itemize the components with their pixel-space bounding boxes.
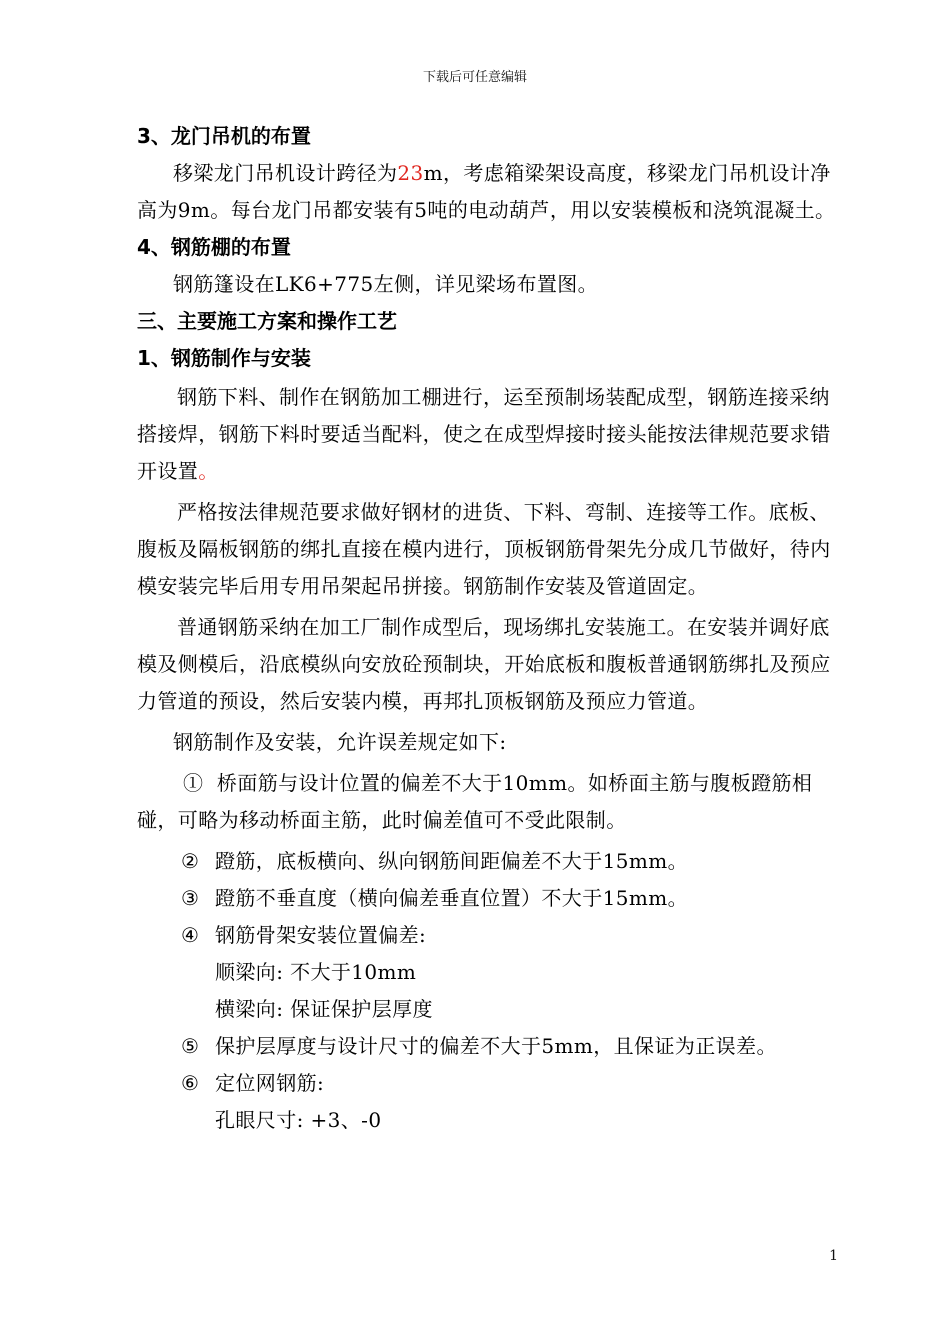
- paragraph-rebar-standards: 严格按法律规范要求做好钢材的进货、下料、弯制、连接等工作。底板、腹板及隔板钢筋的绑扎直接在模内进行，顶板钢筋骨架先分成几节做好，待内模安装完毕后用专用吊架起吊拼接。钢筋制作安装及管道固定。: [137, 500, 831, 598]
- list-item-4: ④ 钢筋骨架安装位置偏差:: [137, 917, 837, 954]
- item-marker: ③: [181, 886, 200, 910]
- paragraph-gantry-crane: 移梁龙门吊机设计跨径为23m，考虑箱梁架设高度，移梁龙门吊机设计净高为9m。每台龙门吊都安装有5吨的电动葫芦，用以安装模板和浇筑混凝土。: [137, 161, 836, 222]
- document-body: [137, 118, 837, 1139]
- heading-construction-plan: 三、主要施工方案和操作工艺: [137, 309, 397, 333]
- list-item-3: ③ 蹬筋不垂直度（横向偏差垂直位置）不大于15mm。: [137, 880, 837, 917]
- paragraph-ordinary-rebar: 普通钢筋采纳在加工厂制作成型后，现场绑扎安装施工。在安装并调好底模及侧模后，沿底模纵向安放砼预制块，开始底板和腹板普通钢筋绑扎及预应力管道的预设，然后安装内模，再邦扎顶板钢筋及预应力管道。: [137, 615, 831, 713]
- list-item-4-sub-1: 顺梁向: 不大于10mm: [215, 960, 417, 984]
- heading-rebar-shed: 4、钢筋棚的布置: [137, 235, 291, 259]
- heading-rebar-fabrication: 1、钢筋制作与安装: [137, 346, 311, 370]
- list-item-4-sub-2: 横梁向: 保证保护层厚度: [215, 997, 433, 1021]
- list-item-2: ② 蹬筋，底板横向、纵向钢筋间距偏差不大于15mm。: [137, 843, 837, 880]
- item-marker: ⑤: [181, 1034, 200, 1058]
- item-marker: ②: [181, 849, 200, 873]
- item-marker: ①: [183, 771, 204, 795]
- page-number: 1: [829, 1248, 838, 1264]
- list-item-1: ① 桥面筋与设计位置的偏差不大于10mm。如桥面主筋与腹板蹬筋相碰，可略为移动桥面主筋，此时偏差值可不受此限制。: [137, 771, 813, 832]
- heading-gantry-crane: 3、龙门吊机的布置: [137, 124, 311, 148]
- item-marker: ⑥: [181, 1071, 200, 1095]
- highlight-span-value: 23: [397, 161, 424, 185]
- highlight-period: 。: [198, 459, 219, 483]
- paragraph-rebar-shed: 钢筋篷设在LK6+775左侧，详见梁场布置图。: [173, 272, 599, 296]
- item-marker: ④: [181, 923, 200, 947]
- paragraph-rebar-cutting: 钢筋下料、制作在钢筋加工棚进行，运至预制场装配成型，钢筋连接采纳搭接焊，钢筋下料时要适当配料，使之在成型焊接时接头能按法律规范要求错开设置。: [137, 385, 831, 483]
- list-item-6: ⑥ 定位网钢筋:: [137, 1065, 837, 1102]
- paragraph-tolerance-intro: 钢筋制作及安装，允许误差规定如下:: [173, 730, 507, 754]
- list-item-5: ⑤ 保护层厚度与设计尺寸的偏差不大于5mm，且保证为正误差。: [137, 1028, 837, 1065]
- page-header: 下载后可任意编辑: [422, 70, 527, 85]
- list-item-6-sub-1: 孔眼尺寸: +3、-0: [215, 1108, 382, 1132]
